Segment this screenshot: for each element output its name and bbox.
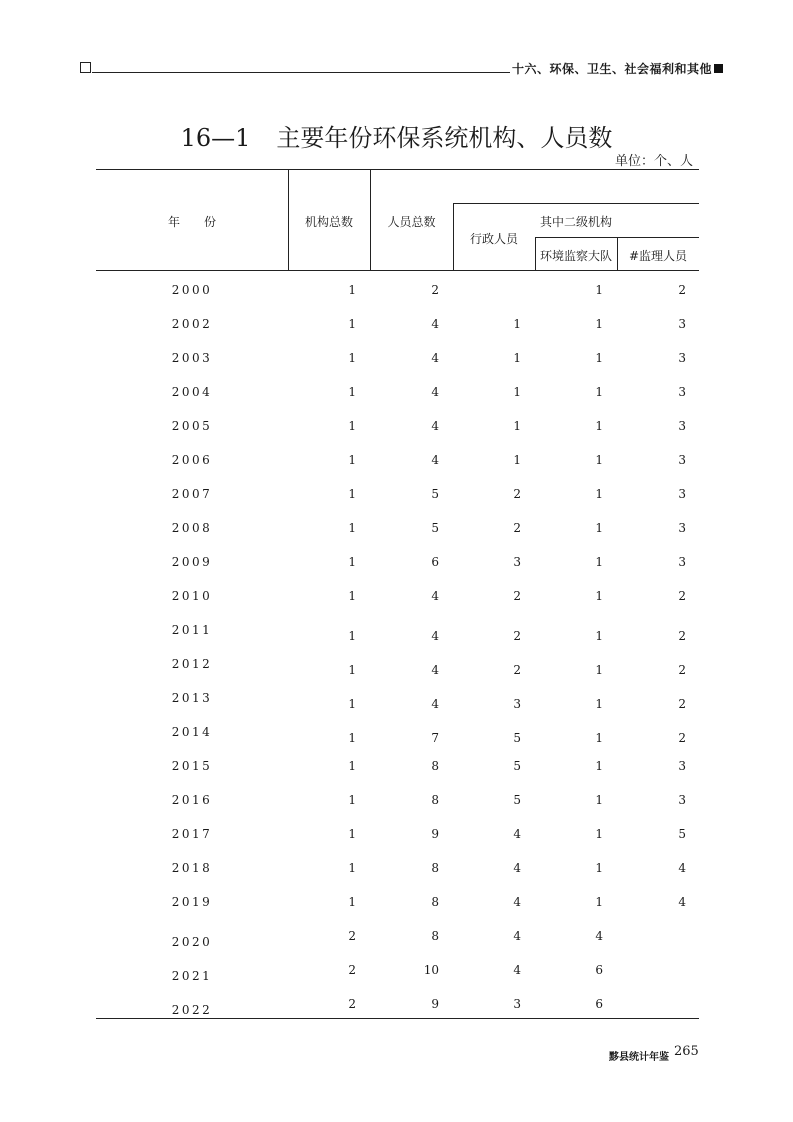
cell-supervisor: 4 <box>678 861 686 875</box>
cell-year: 2022 <box>171 1003 213 1017</box>
cell-orgs: 1 <box>348 487 356 501</box>
cell-staff: 4 <box>431 589 439 603</box>
cell-staff: 8 <box>431 929 439 943</box>
cell-team: 1 <box>595 759 603 773</box>
cell-orgs: 1 <box>348 793 356 807</box>
cell-admin: 3 <box>513 997 521 1011</box>
cell-staff: 2 <box>431 283 439 297</box>
cell-team: 1 <box>595 793 603 807</box>
cell-supervisor: 3 <box>678 351 686 365</box>
page-number: 265 <box>674 1044 699 1059</box>
cell-supervisor: 2 <box>678 283 686 297</box>
cell-team: 1 <box>595 351 603 365</box>
cell-orgs: 1 <box>348 555 356 569</box>
cell-year: 2000 <box>171 283 213 297</box>
cell-team: 1 <box>595 629 603 643</box>
cell-supervisor: 3 <box>678 487 686 501</box>
cell-staff: 5 <box>431 521 439 535</box>
cell-team: 1 <box>595 453 603 467</box>
cell-year: 2015 <box>171 759 213 773</box>
cell-staff: 4 <box>431 419 439 433</box>
column-header-year: 年 份 <box>167 215 216 229</box>
cell-staff: 4 <box>431 385 439 399</box>
cell-staff: 10 <box>423 963 439 977</box>
cell-year: 2020 <box>171 935 213 949</box>
cell-staff: 4 <box>431 317 439 331</box>
cell-admin: 4 <box>513 929 521 943</box>
cell-staff: 4 <box>431 663 439 677</box>
cell-orgs: 1 <box>348 629 356 643</box>
cell-year: 2018 <box>171 861 213 875</box>
cell-staff: 8 <box>431 895 439 909</box>
cell-team: 1 <box>595 731 603 745</box>
cell-admin: 3 <box>513 697 521 711</box>
cell-year: 2008 <box>171 521 213 535</box>
cell-orgs: 1 <box>348 861 356 875</box>
unit-label: 单位：个、人 <box>614 154 693 169</box>
cell-team: 1 <box>595 521 603 535</box>
cell-admin: 4 <box>513 827 521 841</box>
cell-team: 1 <box>595 861 603 875</box>
cell-admin: 5 <box>513 793 521 807</box>
cell-team: 1 <box>595 283 603 297</box>
cell-supervisor: 3 <box>678 317 686 331</box>
cell-supervisor: 4 <box>678 895 686 909</box>
cell-admin: 1 <box>513 385 521 399</box>
cell-orgs: 1 <box>348 663 356 677</box>
cell-orgs: 1 <box>348 419 356 433</box>
cell-orgs: 1 <box>348 731 356 745</box>
cell-supervisor: 3 <box>678 555 686 569</box>
cell-supervisor: 2 <box>678 663 686 677</box>
cell-staff: 6 <box>431 555 439 569</box>
column-header-monitoring-team: 环境监察大队 <box>539 249 612 263</box>
cell-admin: 3 <box>513 555 521 569</box>
cell-year: 2009 <box>171 555 213 569</box>
cell-team: 4 <box>595 929 603 943</box>
cell-supervisor: 3 <box>678 385 686 399</box>
cell-orgs: 1 <box>348 895 356 909</box>
cell-team: 1 <box>595 589 603 603</box>
cell-staff: 4 <box>431 697 439 711</box>
cell-team: 6 <box>595 997 603 1011</box>
cell-staff: 8 <box>431 861 439 875</box>
cell-staff: 4 <box>431 351 439 365</box>
cell-supervisor: 3 <box>678 453 686 467</box>
cell-staff: 4 <box>431 453 439 467</box>
cell-orgs: 1 <box>348 385 356 399</box>
cell-team: 6 <box>595 963 603 977</box>
cell-supervisor: 2 <box>678 731 686 745</box>
column-header-staff: 人员总数 <box>387 215 436 229</box>
cell-supervisor: 2 <box>678 629 686 643</box>
cell-year: 2021 <box>171 969 213 983</box>
cell-admin: 5 <box>513 731 521 745</box>
cell-team: 1 <box>595 827 603 841</box>
column-header-secondary-orgs: 其中二级机构 <box>539 215 612 229</box>
cell-year: 2005 <box>171 419 213 433</box>
cell-orgs: 1 <box>348 453 356 467</box>
cell-team: 1 <box>595 385 603 399</box>
cell-staff: 4 <box>431 629 439 643</box>
cell-supervisor: 3 <box>678 521 686 535</box>
cell-orgs: 1 <box>348 589 356 603</box>
cell-team: 1 <box>595 895 603 909</box>
cell-supervisor: 5 <box>678 827 686 841</box>
cell-admin: 4 <box>513 861 521 875</box>
cell-orgs: 2 <box>348 963 356 977</box>
cell-year: 2006 <box>171 453 213 467</box>
cell-year: 2003 <box>171 351 213 365</box>
cell-orgs: 1 <box>348 827 356 841</box>
cell-staff: 9 <box>431 997 439 1011</box>
table-number: 16—1 <box>180 124 251 152</box>
cell-team: 1 <box>595 487 603 501</box>
cell-year: 2004 <box>171 385 213 399</box>
cell-orgs: 1 <box>348 759 356 773</box>
cell-orgs: 1 <box>348 351 356 365</box>
cell-staff: 5 <box>431 487 439 501</box>
cell-admin: 2 <box>513 663 521 677</box>
cell-admin: 2 <box>513 487 521 501</box>
cell-admin: 1 <box>513 419 521 433</box>
cell-supervisor: 3 <box>678 793 686 807</box>
cell-staff: 8 <box>431 793 439 807</box>
cell-orgs: 1 <box>348 317 356 331</box>
footer-book-title: 黟县统计年鉴 <box>609 1052 669 1063</box>
cell-team: 1 <box>595 419 603 433</box>
cell-orgs: 1 <box>348 697 356 711</box>
cell-team: 1 <box>595 555 603 569</box>
cell-admin: 2 <box>513 629 521 643</box>
cell-admin: 5 <box>513 759 521 773</box>
cell-staff: 7 <box>431 731 439 745</box>
cell-supervisor: 2 <box>678 589 686 603</box>
cell-supervisor: 2 <box>678 697 686 711</box>
cell-admin: 2 <box>513 589 521 603</box>
chapter-heading-text: 十六、环保、卫生、社会福利和其他 <box>512 62 713 76</box>
cell-orgs: 2 <box>348 997 356 1011</box>
cell-year: 2007 <box>171 487 213 501</box>
cell-admin: 4 <box>513 895 521 909</box>
cell-team: 1 <box>595 317 603 331</box>
cell-admin: 1 <box>513 453 521 467</box>
cell-staff: 8 <box>431 759 439 773</box>
cell-admin: 1 <box>513 351 521 365</box>
cell-supervisor: 3 <box>678 419 686 433</box>
cell-supervisor: 3 <box>678 759 686 773</box>
cell-year: 2019 <box>171 895 213 909</box>
cell-year: 2017 <box>171 827 213 841</box>
cell-team: 1 <box>595 663 603 677</box>
cell-year: 2011 <box>171 623 213 637</box>
cell-team: 1 <box>595 697 603 711</box>
cell-year: 2002 <box>171 317 213 331</box>
cell-year: 2010 <box>171 589 213 603</box>
cell-year: 2016 <box>171 793 213 807</box>
cell-year: 2014 <box>171 725 213 739</box>
cell-admin: 1 <box>513 317 521 331</box>
cell-admin: 4 <box>513 963 521 977</box>
cell-year: 2013 <box>171 691 213 705</box>
cell-admin: 2 <box>513 521 521 535</box>
cell-staff: 9 <box>431 827 439 841</box>
column-header-orgs: 机构总数 <box>304 215 353 229</box>
table-title: 主要年份环保系统机构、人员数 <box>276 124 613 152</box>
cell-orgs: 1 <box>348 283 356 297</box>
cell-orgs: 1 <box>348 521 356 535</box>
cell-year: 2012 <box>171 657 213 671</box>
cell-orgs: 2 <box>348 929 356 943</box>
column-header-admin: 行政人员 <box>469 232 518 246</box>
column-header-supervisors: #监理人员 <box>628 249 688 263</box>
